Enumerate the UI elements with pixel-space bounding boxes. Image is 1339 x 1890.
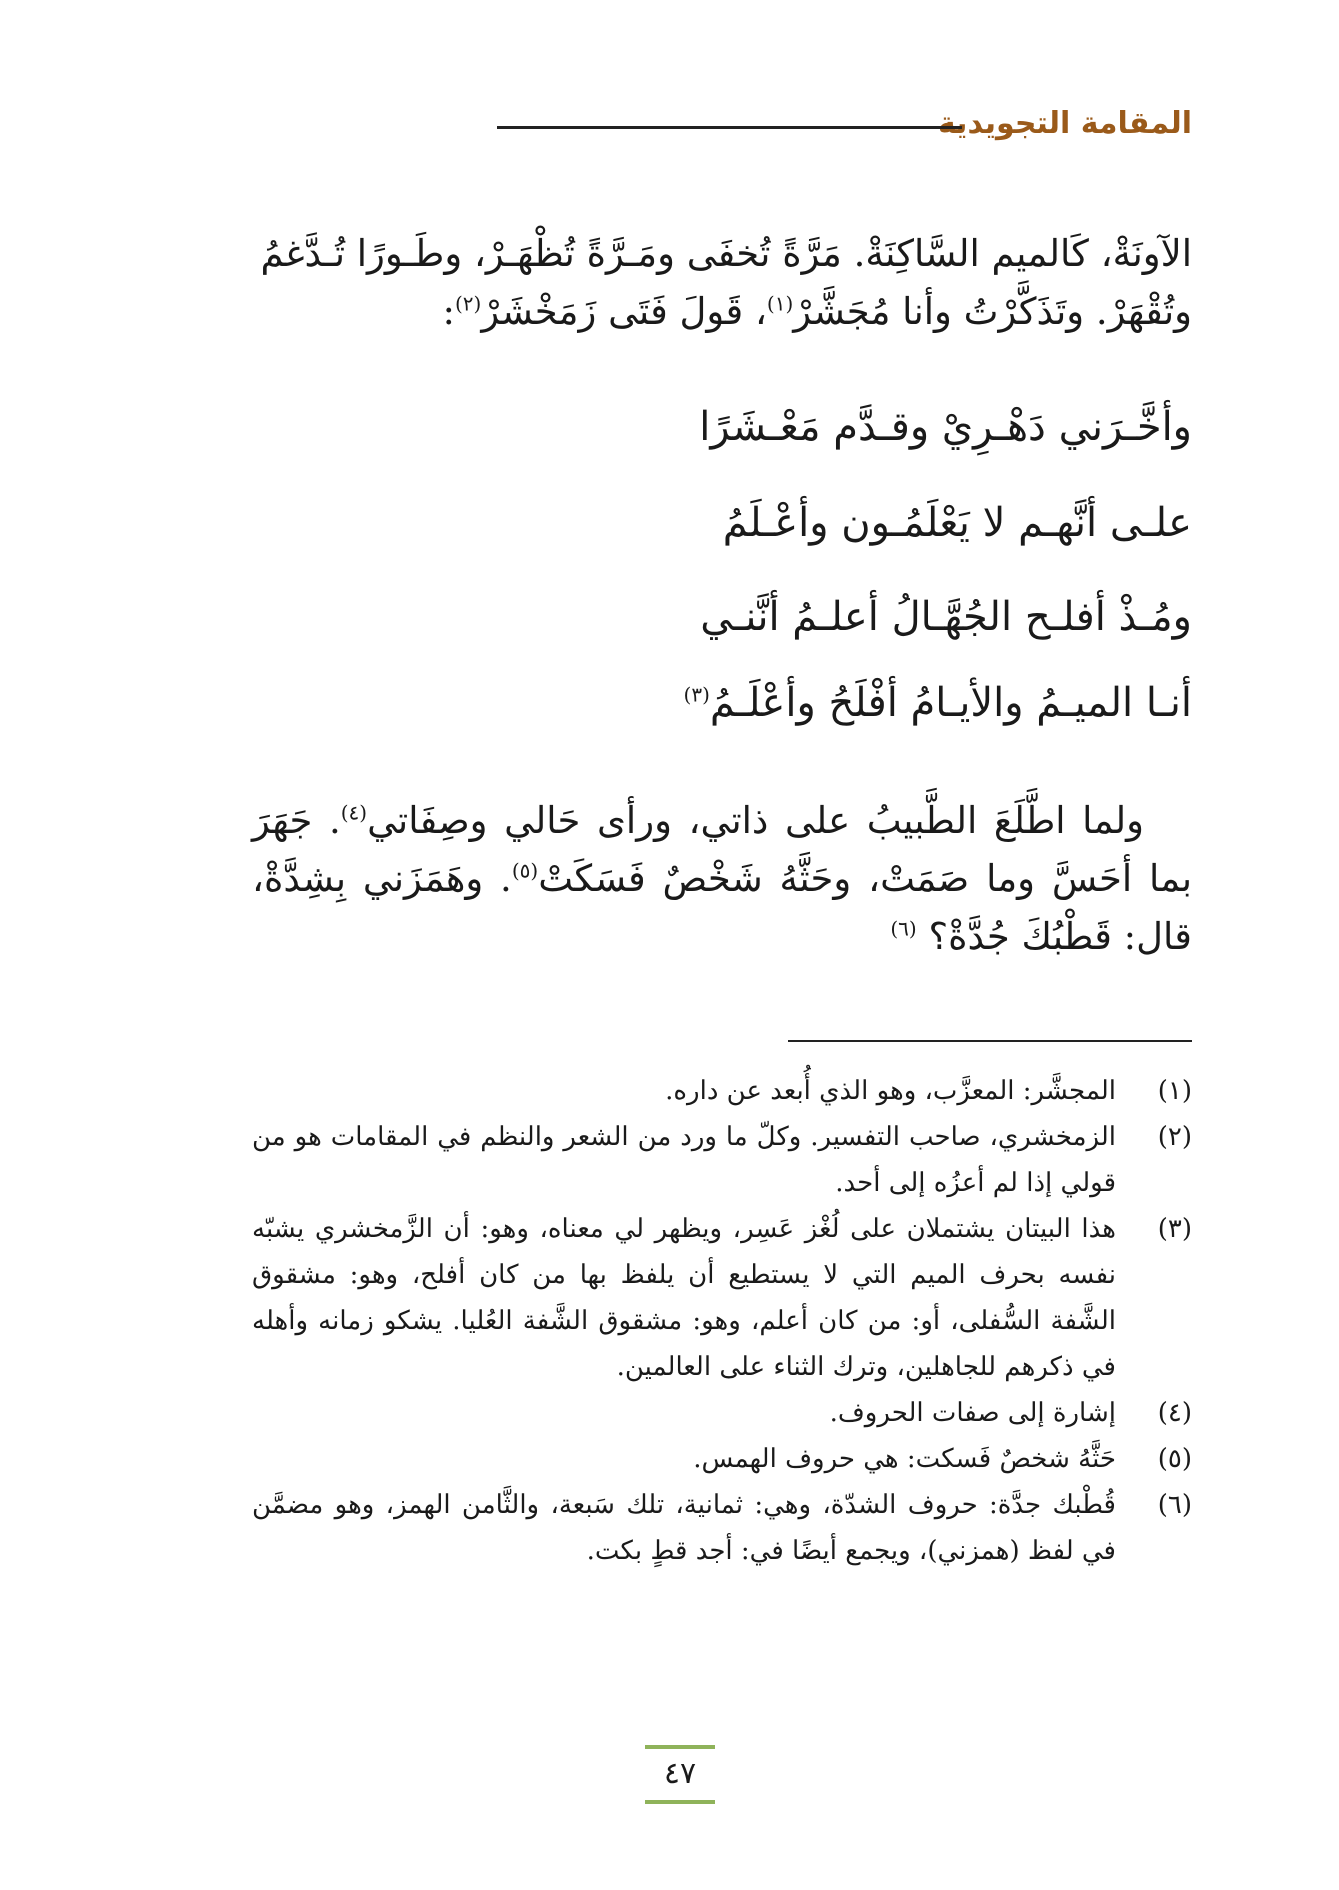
paragraph-1-text-c: ، قَولَ فَتَى زَمَخْشَرْ (481, 290, 767, 333)
paragraph-2-text-b: . جَهَرَ بما أحَسَّ وما صَمَتْ، وحَثَّهُ شَخْصٌ فَسَكَتْ (252, 799, 1192, 900)
running-header (252, 104, 1192, 144)
footnote-number: (٥) (1157, 1444, 1192, 1474)
footnote-ref-5: (٥) (511, 858, 539, 883)
paragraph-1-line-2 (252, 283, 1192, 341)
footnote-text: الزمخشري، صاحب التفسير. وكلّ ما ورد من الشعر والنظم في المقامات هو من قولي إذا لم أعزُه إلى أحد. (252, 1122, 1116, 1198)
footnote-ref-4: (٤) (340, 800, 368, 825)
footnote-number: (١) (1157, 1076, 1192, 1106)
footnote-6 (252, 1482, 1192, 1574)
footnote-ref-6: (٦) (890, 916, 917, 941)
footnote-3 (252, 1206, 1192, 1390)
footnote-text: إشارة إلى صفات الحروف. (829, 1398, 1116, 1428)
page-number-bottom-bar (645, 1800, 715, 1804)
footnote-number: (٤) (1157, 1398, 1192, 1428)
paragraph-1-text-a: الآونَةْ، كَالميم السَّاكِنَةْ. مَرَّةً تُخفَى ومَـرَّةً تُظْهَـرْ، وطَـورًا تُـدَّغمُ (260, 232, 1192, 275)
footnote-separator (788, 1040, 1192, 1042)
footnote-2 (252, 1114, 1192, 1206)
page-number-top-bar (645, 1745, 715, 1749)
header-rule (497, 126, 962, 129)
footnote-text: هذا البيتان يشتملان على لُغْز عَسِر، ويظهر لي معناه، وهو: أن الزَّمخشري يشبّه نفسه بحرف الميم التي لا يستطيع أن يلفظ بها من كان أفلح، وهو: مشقوق الشَّفة السُّفلى، أو: من كان أعلم، وهو: مشقوق الشَّفة العُليا. يشكو زمانه وأهله في ذكرهم للجاهلين، وترك الثناء على العالمين. (252, 1214, 1116, 1382)
footnote-ref-2: (٢) (454, 291, 482, 316)
footnote-number: (٢) (1157, 1122, 1192, 1152)
footnote-number: (٦) (1157, 1490, 1192, 1520)
footnotes (252, 1068, 1192, 1574)
verse-line-2: علـى أنَّهـم لا يَعْلَمُـون وأعْـلَمُ (722, 500, 1192, 546)
footnote-5 (252, 1436, 1192, 1482)
footnote-number: (٣) (1157, 1214, 1192, 1244)
paragraph-2-text-c: . وهَمَزَني بِشِدَّةْ، قال: قَطْبُكَ جُدَّةْ؟ (252, 857, 1192, 958)
footnote-4 (252, 1390, 1192, 1436)
footnote-1 (252, 1068, 1192, 1114)
footnote-ref-1: (١) (766, 291, 794, 316)
footnote-ref-3: (٣) (683, 682, 710, 707)
verse-line-4 (684, 680, 1192, 726)
footnote-text: المجشَّر: المعزَّب، وهو الذي أُبعد عن داره. (665, 1076, 1116, 1106)
verse-line-3: ومُـذْ أفلـح الجُهَّـالُ أعلـمُ أنَّنـي (700, 594, 1192, 640)
paragraph-2-text (252, 792, 1192, 966)
footnote-text: قُطْبك جدَّة: حروف الشدّة، وهي: ثمانية، تلك سَبعة، والثَّامن الهمز، وهو مضمَّن في لفظ (همزني)، ويجمع أيضًا في: أجد قطٍ بكت. (252, 1490, 1116, 1566)
paragraph-1-colon: : (442, 290, 455, 333)
paragraph-2-text-a: ولما اطَّلَعَ الطَّبيبُ على ذاتي، ورأى حَالي وصِفَاتي (367, 799, 1144, 842)
verse-line-1: وأخَّـرَني دَهْـرِيْ وقـدَّم مَعْـشَرًا (699, 404, 1192, 450)
verse-line-4-text: أنـا الميـمُ والأيـامُ أفْلَحُ وأعْلَـمُ (709, 680, 1192, 726)
paragraph-1 (252, 225, 1192, 341)
header-title: المقامة التجويدية (937, 106, 1192, 141)
page-number: ٤٧ (663, 1756, 697, 1791)
paragraph-1-text-b: وتُقْهَرْ. وتَذَكَّرْتُ وأنا مُجَشَّرْ (793, 290, 1192, 333)
paragraph-1-line-1 (252, 225, 1192, 283)
paragraph-2 (252, 792, 1192, 966)
footnote-text: حَثَّهُ شخصٌ فَسكت: هي حروف الهمس. (693, 1444, 1116, 1474)
